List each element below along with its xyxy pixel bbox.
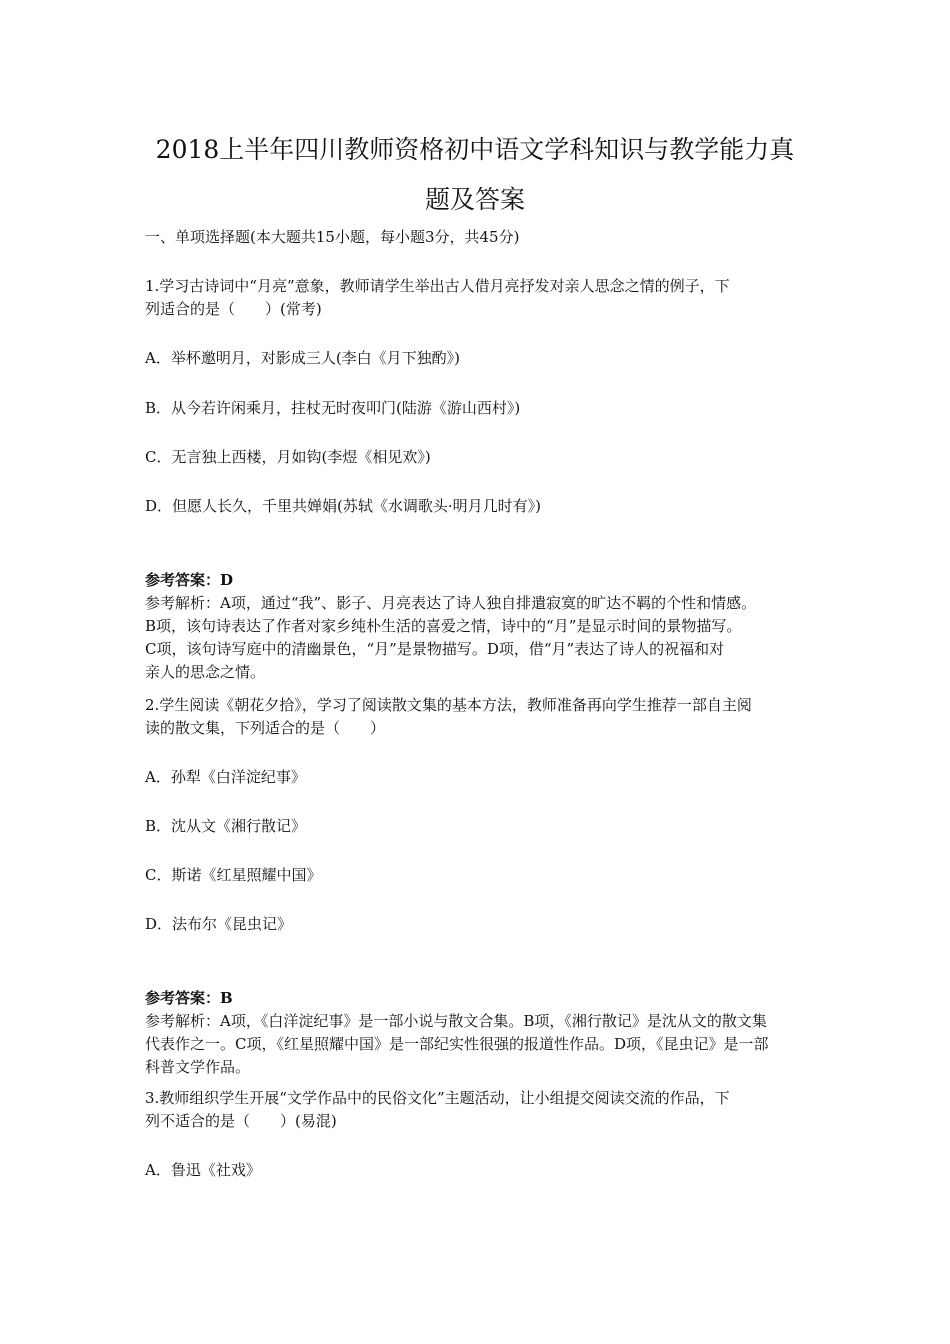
question-1-stem-line-2: 列适合的是（ ）(常考) xyxy=(145,300,322,318)
section-heading: 一、单项选择题(本大题共15小题，每小题3分，共45分) xyxy=(145,228,520,246)
question-1-option-a: A．举杯邀明月，对影成三人(李白《月下独酌》) xyxy=(145,349,461,367)
question-1-stem-line-1: 1.学习古诗词中“月亮”意象，教师请学生举出古人借月亮抒发对亲人思念之情的例子，下 xyxy=(145,277,730,295)
question-1-analysis-line: B项，该句诗表达了作者对家乡纯朴生活的喜爱之情，诗中的“月”是显示时间的景物描写。 xyxy=(145,617,742,635)
question-1-analysis-line: 亲人的思念之情。 xyxy=(145,663,266,681)
question-2-option-c: C．斯诺《红星照耀中国》 xyxy=(145,866,322,884)
question-1-analysis-line: C项，该句诗写庭中的清幽景色，“月”是景物描写。D项，借“月”表达了诗人的祝福和对 xyxy=(145,640,725,658)
question-2-stem-line-2: 读的散文集，下列适合的是（ ） xyxy=(145,719,386,737)
question-3-stem-line-1: 3.教师组织学生开展“文学作品中的民俗文化”主题活动，让小组提交阅读交流的作品，下 xyxy=(145,1089,730,1107)
document-title-line-1: 2018上半年四川教师资格初中语文学科知识与教学能力真 xyxy=(155,135,795,164)
question-2-option-d: D．法布尔《昆虫记》 xyxy=(145,915,293,933)
question-2-analysis-line: 代表作之一。C项，《红星照耀中国》是一部纪实性很强的报道性作品。D项，《昆虫记》是一部 xyxy=(145,1035,769,1053)
question-3-stem-line-2: 列不适合的是（ ）(易混) xyxy=(145,1112,337,1130)
question-2-option-b: B．沈从文《湘行散记》 xyxy=(145,817,307,835)
question-1-analysis-line: 参考解析：A项，通过“我”、影子、月亮表达了诗人独自排遣寂寞的旷达不羁的个性和情感。 xyxy=(145,594,757,612)
question-2-analysis-line: 科普文学作品。 xyxy=(145,1058,251,1076)
question-1-option-d: D．但愿人长久，千里共婵娟(苏轼《水调歌头·明月几时有》) xyxy=(145,497,542,515)
question-1-option-b: B．从今若许闲乘月，拄杖无时夜叩门(陆游《游山西村》) xyxy=(145,399,521,417)
question-2-answer: 参考答案：B xyxy=(145,989,233,1007)
question-2-analysis-line: 参考解析：A项，《白洋淀纪事》是一部小说与散文合集。B项，《湘行散记》是沈从文的散文集 xyxy=(145,1012,767,1030)
question-1-answer: 参考答案：D xyxy=(145,571,234,589)
question-1-option-c: C．无言独上西楼，月如钩(李煜《相见欢》) xyxy=(145,448,431,466)
question-3-option-a: A．鲁迅《社戏》 xyxy=(145,1161,261,1179)
question-2-option-a: A．孙犁《白洋淀纪事》 xyxy=(145,768,306,786)
question-2-stem-line-1: 2.学生阅读《朝花夕拾》，学习了阅读散文集的基本方法，教师准备再向学生推荐一部自主阅 xyxy=(145,696,752,714)
document-title-line-2: 题及答案 xyxy=(424,185,525,214)
